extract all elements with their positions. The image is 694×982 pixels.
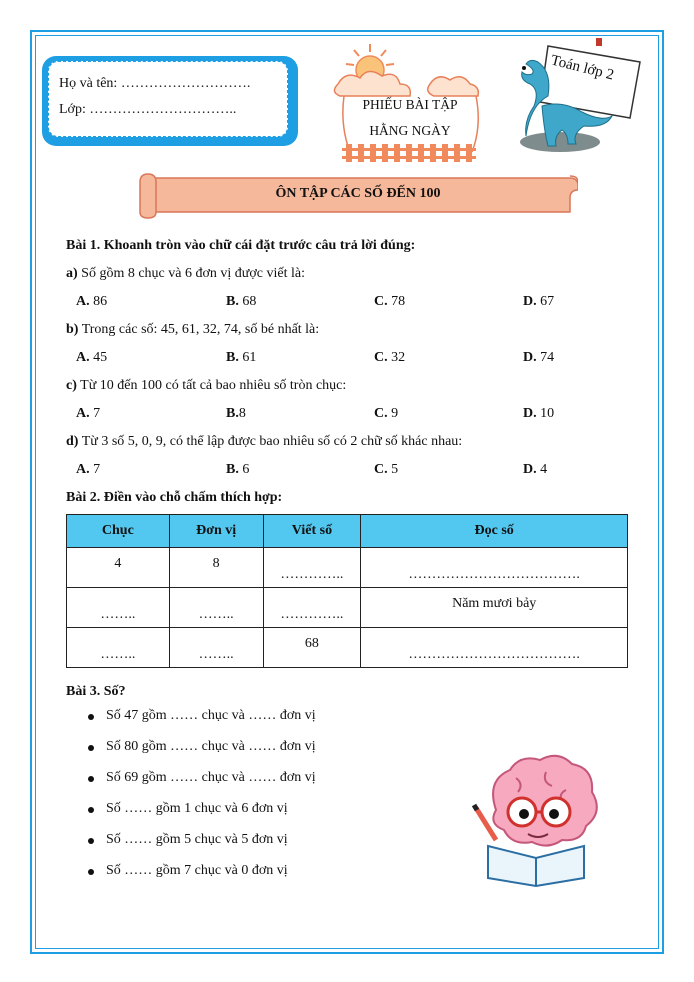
table-cell-blank[interactable]: ………….. xyxy=(263,548,361,588)
table-row xyxy=(67,548,628,588)
daily-worksheet-banner xyxy=(330,40,490,165)
question-text: Số gồm 8 chục và 6 đơn vị được viết là: xyxy=(77,266,305,281)
table-cell-blank[interactable]: …….. xyxy=(67,588,170,628)
option-a-B[interactable]: B. 68 xyxy=(226,294,257,309)
table-cell-blank[interactable]: ………………………………. xyxy=(361,628,628,668)
table-cell-blank[interactable]: ………………………………. xyxy=(361,548,628,588)
student-info-box xyxy=(42,56,298,146)
option-c-D[interactable]: D. 10 xyxy=(523,406,555,421)
option-c-A[interactable]: A. 7 xyxy=(76,406,101,421)
banner-line-2: HẰNG NGÀY xyxy=(369,123,451,138)
option-d-B[interactable]: B. 6 xyxy=(226,462,250,477)
student-info-inner xyxy=(48,61,288,137)
column-header: Viết số xyxy=(263,515,361,548)
question-b xyxy=(66,322,319,338)
option-a-A[interactable]: A. 86 xyxy=(76,294,108,309)
column-header: Chục xyxy=(67,515,170,548)
list-item[interactable]: Số …… gồm 7 chục và 0 đơn vị xyxy=(106,863,316,894)
option-b-A[interactable]: A. 45 xyxy=(76,350,108,365)
worksheet-title: ÔN TẬP CÁC SỐ ĐẾN 100 xyxy=(275,186,441,201)
class-field[interactable]: Lớp: ………………………….. xyxy=(59,102,237,117)
table-row xyxy=(67,588,628,628)
option-a-D[interactable]: D. 67 xyxy=(523,294,555,309)
grade-sign-label: Toán lớp 2 xyxy=(549,52,616,84)
exercise-2-heading: Bài 2. Điền vào chỗ chấm thích hợp: xyxy=(66,490,283,505)
option-c-B[interactable]: B.8 xyxy=(226,406,246,421)
brain-reading-icon xyxy=(466,750,606,890)
option-d-A[interactable]: A. 7 xyxy=(76,462,101,477)
option-d-C[interactable]: C. 5 xyxy=(374,462,399,477)
column-header: Đơn vị xyxy=(169,515,263,548)
list-item[interactable]: Số …… gồm 5 chục và 5 đơn vị xyxy=(106,832,316,863)
place-value-table xyxy=(66,514,628,668)
option-b-B[interactable]: B. 61 xyxy=(226,350,257,365)
question-d xyxy=(66,434,462,450)
dinosaur-sign-illustration xyxy=(512,36,646,156)
option-d-D[interactable]: D. 4 xyxy=(523,462,548,477)
table-cell: 8 xyxy=(169,548,263,588)
question-label: c) xyxy=(66,378,77,393)
dinosaur-icon xyxy=(512,36,646,156)
option-b-C[interactable]: C. 32 xyxy=(374,350,406,365)
question-text: Từ 3 số 5, 0, 9, có thể lập được bao nhiêu số có 2 chữ số khác nhau: xyxy=(78,434,463,449)
table-cell-blank[interactable]: …….. xyxy=(169,588,263,628)
banner-line-1: PHIẾU BÀI TẬP xyxy=(362,97,458,112)
question-a xyxy=(66,266,305,282)
list-item[interactable]: Số …… gồm 1 chục và 6 đơn vị xyxy=(106,801,316,832)
table-cell-blank[interactable]: …….. xyxy=(67,628,170,668)
table-cell: 4 xyxy=(67,548,170,588)
option-a-C[interactable]: C. 78 xyxy=(374,294,406,309)
table-cell: Năm mươi bảy xyxy=(361,588,628,628)
list-item[interactable]: Số 80 gồm …… chục và …… đơn vị xyxy=(106,739,316,770)
list-item[interactable]: Số 69 gồm …… chục và …… đơn vị xyxy=(106,770,316,801)
question-text: Từ 10 đến 100 có tất cả bao nhiêu số tròn chục: xyxy=(76,378,347,393)
question-c xyxy=(66,378,346,394)
column-header: Đọc số xyxy=(361,515,628,548)
name-field[interactable]: Họ và tên: ………………………. xyxy=(59,76,251,91)
question-label: b) xyxy=(66,322,79,337)
option-c-C[interactable]: C. 9 xyxy=(374,406,399,421)
list-item[interactable]: Số 47 gồm …… chục và …… đơn vị xyxy=(106,708,316,739)
table-cell-blank[interactable]: ………….. xyxy=(263,588,361,628)
exercise-1-heading: Bài 1. Khoanh tròn vào chữ cái đặt trước câu trả lời đúng: xyxy=(66,238,416,253)
exercise-3-list xyxy=(66,708,316,894)
table-cell: 68 xyxy=(263,628,361,668)
exercise-3-heading: Bài 3. Số? xyxy=(66,684,126,699)
option-b-D[interactable]: D. 74 xyxy=(523,350,555,365)
table-row xyxy=(67,628,628,668)
question-label: d) xyxy=(66,434,79,449)
question-label: a) xyxy=(66,266,78,281)
question-text: Trong các số: 45, 61, 32, 74, số bé nhất là: xyxy=(78,322,320,337)
table-cell-blank[interactable]: …….. xyxy=(169,628,263,668)
